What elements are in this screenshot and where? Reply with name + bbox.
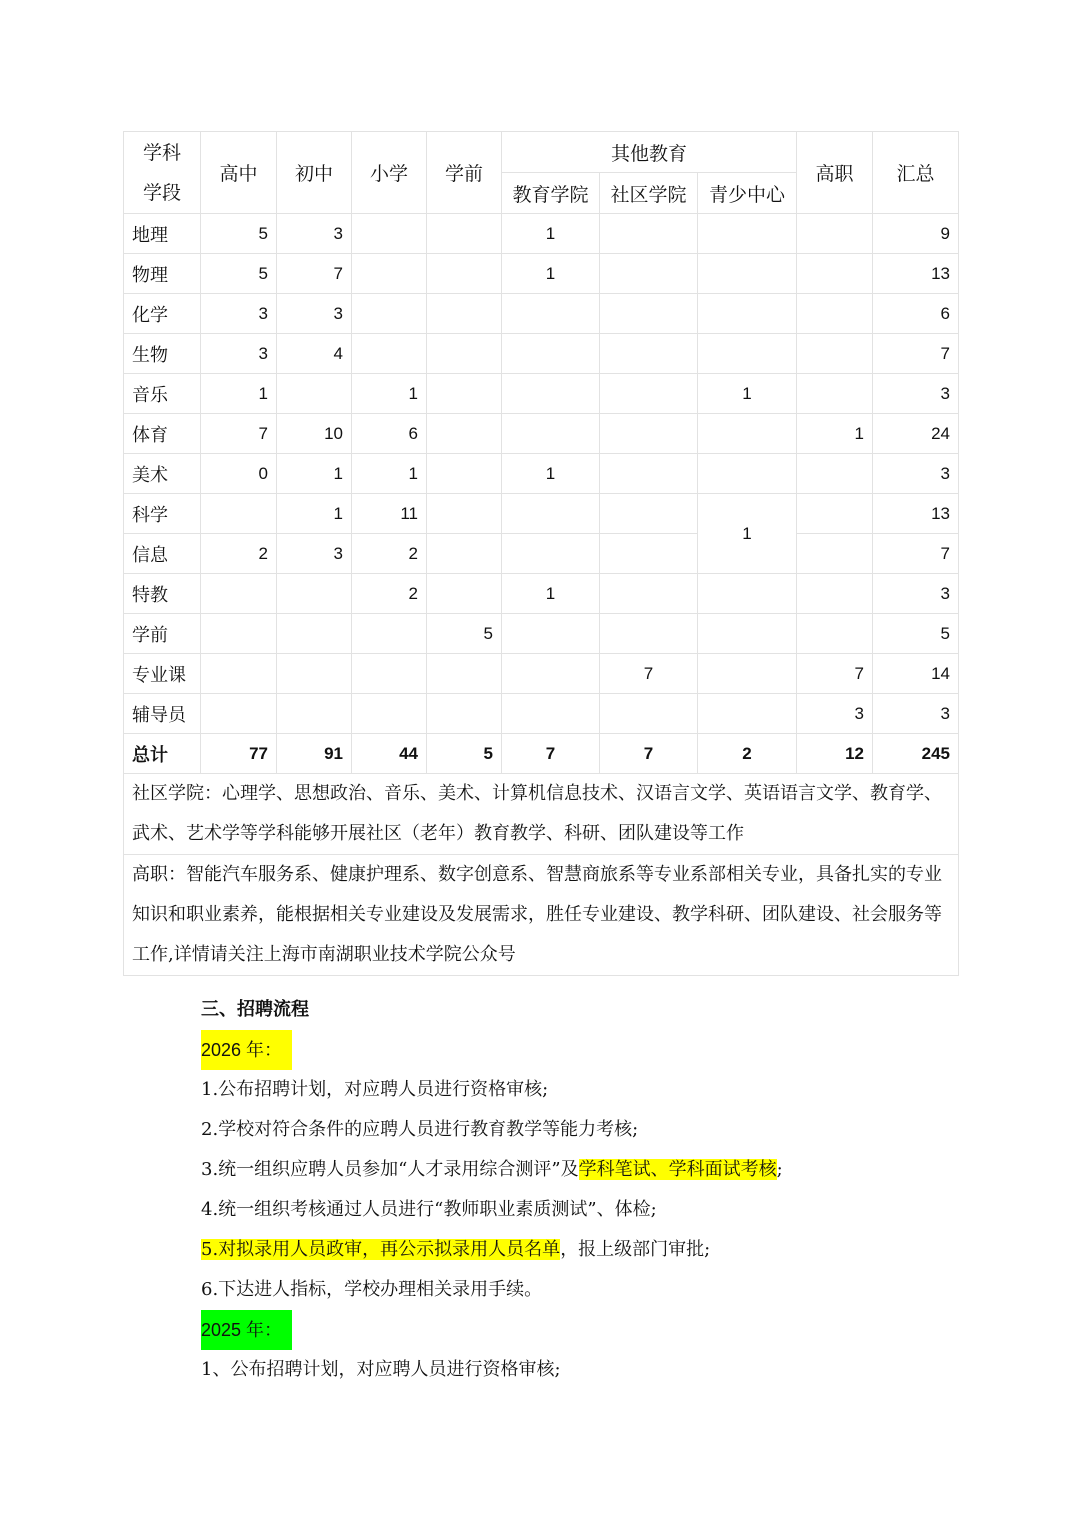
cell-youth — [698, 614, 797, 654]
cell-total: 7 — [873, 534, 959, 574]
cell-high: 7 — [201, 414, 277, 454]
cell-preschool — [427, 574, 502, 614]
cell-community — [600, 414, 698, 454]
cell-vocational — [797, 574, 873, 614]
step-2026-5-num: 5. — [201, 1239, 219, 1260]
cell-high: 3 — [201, 334, 277, 374]
note-row-vocational — [124, 855, 959, 976]
header-vocational: 高职 — [797, 132, 873, 214]
cell-vocational: 7 — [797, 654, 873, 694]
row-subject: 信息 — [124, 534, 201, 574]
header-other-education: 其他教育 — [502, 132, 797, 173]
table-row — [124, 294, 959, 334]
cell-middle: 1 — [277, 454, 352, 494]
cell-high: 1 — [201, 374, 277, 414]
recruitment-table-container — [123, 131, 958, 976]
total-middle: 91 — [277, 734, 352, 774]
row-subject: 音乐 — [124, 374, 201, 414]
cell-middle — [277, 574, 352, 614]
cell-primary: 6 — [352, 414, 427, 454]
cell-community — [600, 574, 698, 614]
cell-community: 7 — [600, 654, 698, 694]
header-youth-center: 青少中心 — [698, 173, 797, 214]
cell-primary — [352, 654, 427, 694]
cell-preschool — [427, 534, 502, 574]
cell-primary: 2 — [352, 574, 427, 614]
cell-high — [201, 574, 277, 614]
recruitment-table — [123, 131, 959, 976]
cell-youth — [698, 574, 797, 614]
totals-row — [124, 734, 959, 774]
cell-community — [600, 334, 698, 374]
note-row-community — [124, 774, 959, 855]
cell-preschool — [427, 334, 502, 374]
cell-preschool — [427, 254, 502, 294]
row-subject: 专业课 — [124, 654, 201, 694]
cell-primary: 1 — [352, 454, 427, 494]
cell-edu: 1 — [502, 214, 600, 254]
cell-preschool — [427, 494, 502, 534]
table-row — [124, 334, 959, 374]
cell-vocational — [797, 294, 873, 334]
row-subject: 科学 — [124, 494, 201, 534]
cell-vocational — [797, 614, 873, 654]
year-2026-line — [201, 1030, 961, 1071]
header-total: 汇总 — [873, 132, 959, 214]
cell-preschool — [427, 694, 502, 734]
cell-community — [600, 294, 698, 334]
cell-middle — [277, 614, 352, 654]
step-2026-1: 1.公布招聘计划，对应聘人员进行资格审核; — [201, 1079, 549, 1100]
cell-preschool — [427, 374, 502, 414]
header-edu-college: 教育学院 — [502, 173, 600, 214]
table-row — [124, 614, 959, 654]
table-row — [124, 374, 959, 414]
total-grand: 245 — [873, 734, 959, 774]
cell-primary: 11 — [352, 494, 427, 534]
cell-total: 7 — [873, 334, 959, 374]
cell-community — [600, 214, 698, 254]
cell-high: 5 — [201, 254, 277, 294]
section-title: 三、招聘流程 — [201, 999, 309, 1020]
cell-preschool: 5 — [427, 614, 502, 654]
cell-edu — [502, 374, 600, 414]
cell-youth — [698, 334, 797, 374]
cell-youth — [698, 294, 797, 334]
cell-total: 13 — [873, 254, 959, 294]
totals-label: 总计 — [124, 734, 201, 774]
cell-vocational — [797, 374, 873, 414]
cell-community — [600, 694, 698, 734]
cell-preschool — [427, 294, 502, 334]
cell-youth — [698, 654, 797, 694]
step-2026-4: 4.统一组织考核通过人员进行“教师职业素质测试”、体检; — [201, 1199, 657, 1220]
cell-primary: 2 — [352, 534, 427, 574]
year-2026-label: 2026 年： — [201, 1030, 292, 1070]
cell-community — [600, 454, 698, 494]
cell-edu — [502, 334, 600, 374]
row-subject: 地理 — [124, 214, 201, 254]
row-subject: 学前 — [124, 614, 201, 654]
table-row — [124, 694, 959, 734]
cell-youth — [698, 414, 797, 454]
cell-edu: 1 — [502, 254, 600, 294]
cell-youth — [698, 454, 797, 494]
cell-edu: 1 — [502, 574, 600, 614]
cell-vocational — [797, 534, 873, 574]
cell-high: 0 — [201, 454, 277, 494]
cell-high — [201, 654, 277, 694]
cell-youth-merged: 1 — [698, 494, 797, 574]
step-2026-3 — [201, 1150, 961, 1190]
cell-youth: 1 — [698, 374, 797, 414]
cell-middle: 7 — [277, 254, 352, 294]
step-2026-2: 2.学校对符合条件的应聘人员进行教育教学等能力考核; — [201, 1119, 639, 1140]
cell-primary: 1 — [352, 374, 427, 414]
note-vocational: 高职：智能汽车服务系、健康护理系、数字创意系、智慧商旅系等专业系部相关专业，具备扎实的专业知识和职业素养，能根据相关专业建设及发展需求，胜任专业建设、教学科研、团队建设、社会服务等工作,详情请关注上海市南湖职业技术学院公众号 — [124, 855, 959, 976]
cell-middle: 3 — [277, 214, 352, 254]
cell-vocational — [797, 214, 873, 254]
cell-edu — [502, 694, 600, 734]
cell-primary — [352, 294, 427, 334]
year-2025-label: 2025 年： — [201, 1310, 292, 1350]
table-row — [124, 454, 959, 494]
cell-vocational — [797, 454, 873, 494]
cell-youth — [698, 694, 797, 734]
table-row — [124, 534, 959, 574]
cell-edu — [502, 614, 600, 654]
row-subject: 体育 — [124, 414, 201, 454]
cell-high — [201, 494, 277, 534]
cell-vocational: 3 — [797, 694, 873, 734]
cell-middle: 1 — [277, 494, 352, 534]
step-2026-6: 6.下达进人指标，学校办理相关录用手续。 — [201, 1279, 543, 1300]
cell-middle: 10 — [277, 414, 352, 454]
total-youth: 2 — [698, 734, 797, 774]
cell-preschool — [427, 654, 502, 694]
table-row — [124, 414, 959, 454]
cell-preschool — [427, 454, 502, 494]
total-edu: 7 — [502, 734, 600, 774]
cell-community — [600, 254, 698, 294]
cell-total: 13 — [873, 494, 959, 534]
step-2026-3-end: ; — [776, 1159, 783, 1180]
step-2026-3-text: 3.统一组织应聘人员参加“人才录用综合测评”及 — [201, 1159, 579, 1180]
header-primary: 小学 — [352, 132, 427, 214]
cell-primary — [352, 694, 427, 734]
header-middle: 初中 — [277, 132, 352, 214]
note-community: 社区学院：心理学、思想政治、音乐、美术、计算机信息技术、汉语言文学、英语语言文学、教育学、武术、艺术学等学科能够开展社区（老年）教育教学、科研、团队建设等工作 — [124, 774, 959, 855]
step-2025-1: 1、公布招聘计划，对应聘人员进行资格审核; — [201, 1359, 561, 1380]
cell-edu — [502, 534, 600, 574]
table-row — [124, 494, 959, 534]
cell-high: 2 — [201, 534, 277, 574]
cell-total: 3 — [873, 374, 959, 414]
cell-edu — [502, 414, 600, 454]
table-row — [124, 574, 959, 614]
cell-total: 5 — [873, 614, 959, 654]
total-community: 7 — [600, 734, 698, 774]
cell-community — [600, 494, 698, 534]
cell-total: 24 — [873, 414, 959, 454]
cell-primary — [352, 214, 427, 254]
step-2026-5-highlight: 对拟录用人员政审，再公示拟录用人员名单 — [218, 1239, 561, 1260]
cell-total: 3 — [873, 694, 959, 734]
cell-total: 3 — [873, 574, 959, 614]
cell-community — [600, 374, 698, 414]
year-2025-line — [201, 1310, 961, 1351]
total-primary: 44 — [352, 734, 427, 774]
cell-edu — [502, 294, 600, 334]
cell-edu: 1 — [502, 454, 600, 494]
row-subject: 生物 — [124, 334, 201, 374]
cell-total: 3 — [873, 454, 959, 494]
cell-middle — [277, 694, 352, 734]
cell-high — [201, 694, 277, 734]
cell-high — [201, 614, 277, 654]
cell-middle — [277, 374, 352, 414]
table-row — [124, 214, 959, 254]
corner-subject-label: 学科 — [142, 141, 181, 164]
row-subject: 化学 — [124, 294, 201, 334]
row-subject: 物理 — [124, 254, 201, 294]
table-row — [124, 254, 959, 294]
row-subject: 辅导员 — [124, 694, 201, 734]
cell-community — [600, 534, 698, 574]
row-subject: 美术 — [124, 454, 201, 494]
cell-total: 14 — [873, 654, 959, 694]
cell-community — [600, 614, 698, 654]
cell-youth — [698, 254, 797, 294]
cell-middle: 3 — [277, 294, 352, 334]
cell-youth — [698, 214, 797, 254]
header-preschool: 学前 — [427, 132, 502, 214]
cell-primary — [352, 614, 427, 654]
row-subject: 特教 — [124, 574, 201, 614]
cell-primary — [352, 254, 427, 294]
cell-high: 3 — [201, 294, 277, 334]
total-preschool: 5 — [427, 734, 502, 774]
table-row — [124, 654, 959, 694]
cell-vocational — [797, 494, 873, 534]
total-high: 77 — [201, 734, 277, 774]
cell-primary — [352, 334, 427, 374]
step-2026-5-end: ，报上级部门审批; — [560, 1239, 711, 1260]
cell-edu — [502, 654, 600, 694]
total-vocational: 12 — [797, 734, 873, 774]
cell-total: 6 — [873, 294, 959, 334]
cell-vocational — [797, 334, 873, 374]
cell-vocational — [797, 254, 873, 294]
cell-middle: 4 — [277, 334, 352, 374]
cell-preschool — [427, 214, 502, 254]
cell-preschool — [427, 414, 502, 454]
cell-edu — [502, 494, 600, 534]
corner-header — [124, 132, 201, 214]
step-2026-5 — [201, 1230, 961, 1270]
cell-vocational: 1 — [797, 414, 873, 454]
corner-stage-label: 学段 — [142, 181, 181, 204]
cell-total: 9 — [873, 214, 959, 254]
cell-high: 5 — [201, 214, 277, 254]
cell-middle: 3 — [277, 534, 352, 574]
step-2026-3-highlight: 学科笔试、学科面试考核 — [578, 1159, 777, 1180]
header-community-college: 社区学院 — [600, 173, 698, 214]
header-high: 高中 — [201, 132, 277, 214]
cell-middle — [277, 654, 352, 694]
